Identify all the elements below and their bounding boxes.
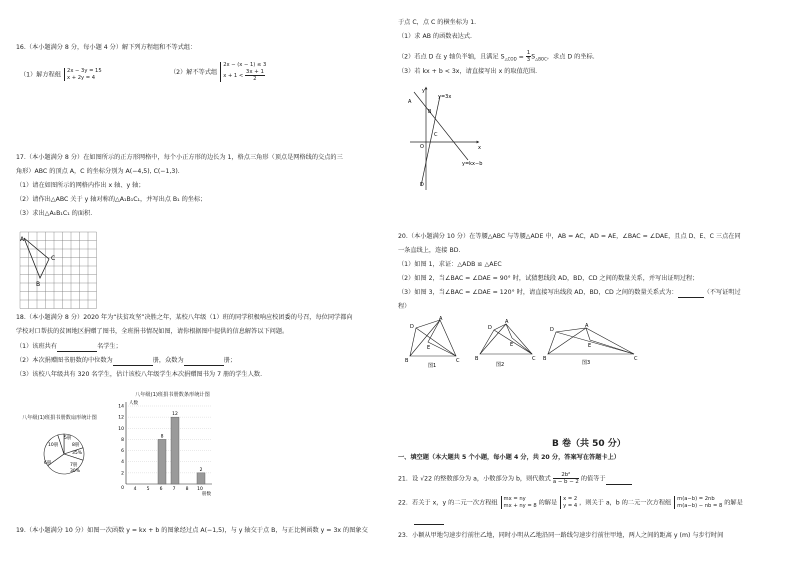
q19-continued: 于点 C，点 C 的横坐标为 1.: [398, 19, 477, 26]
fig2-caption: 图2: [496, 362, 505, 368]
q17-line4: （2）请作出△ABC 关于 y 轴对称的△A₁B₁C₁，并写出点 B₁ 的坐标；: [16, 196, 207, 203]
q17-line2: 角形）ABC 的顶点 A，C 的坐标分别为 A(−4,5), C(−1,3).: [16, 168, 180, 175]
q19-part1: （1）求 AB 的函数表达式.: [398, 33, 473, 40]
fig3-label-b: B: [543, 356, 547, 362]
q16-ineq2-fraction: [245, 69, 265, 82]
q16-ineq2-num: 3x + 1: [245, 68, 264, 75]
q19-function-graph: [406, 86, 506, 196]
q19-part2: [398, 50, 595, 64]
fig1-caption: 图1: [428, 363, 437, 369]
q16-ineq2-den: 2: [253, 75, 257, 82]
x-axis-label: x: [478, 145, 481, 151]
fig3-caption: 图3: [582, 360, 591, 366]
q20-part3: [398, 289, 741, 298]
fig2-label-b: B: [475, 356, 479, 362]
fig3-line-dc: [556, 332, 634, 354]
bar-title: 八年级(1)班捐书册数条形统计图: [135, 392, 210, 398]
bar-y-tick-6: 6: [121, 449, 124, 455]
q19-p2-sub1: △COD: [504, 56, 517, 62]
fig3-label-a: A: [585, 323, 589, 329]
q18-mode-blank[interactable]: [184, 357, 224, 366]
q19-part3: （3）若 kx + b < 3x，请直接写出 x 的取值范围.: [398, 68, 538, 75]
q21-den: a − b − 2: [552, 479, 579, 485]
bar-value-7: 12: [172, 412, 178, 418]
bar-y-label: 人数: [129, 401, 138, 406]
point-b-label: B: [428, 109, 432, 115]
q22-sys1-eq2: mx + ny = 8: [503, 502, 537, 509]
fill-in-header: 一、填空题（本大题共 5 个小题，每小题 4 分，共 20 分，答案写在答题卡上）: [398, 454, 620, 461]
q20-p3-blank[interactable]: [678, 289, 704, 298]
fig1-label-b: B: [405, 358, 409, 364]
fig1-triangle-abc: [410, 320, 456, 356]
q22-sol-x: x = 2: [563, 496, 578, 502]
q16-part1: [20, 68, 102, 81]
pie-chart: [40, 424, 100, 484]
fig3-label-e: E: [588, 343, 592, 349]
point-b-label: B: [36, 281, 41, 288]
q21-fraction: [553, 472, 579, 485]
bar-y-tick-14: 14: [118, 404, 124, 410]
q17-line3: （1）请在如图所示的网格内作出 x 轴、y 轴；: [16, 182, 145, 189]
q22-solution: [560, 496, 577, 509]
bar-x-tick-4: 4: [133, 487, 137, 492]
q18-median-blank[interactable]: [113, 357, 153, 366]
q16-system1: [64, 68, 102, 81]
bar-y-tick-4: 4: [121, 460, 124, 466]
q22-blank[interactable]: [414, 516, 444, 525]
bar-6: [158, 439, 166, 484]
q16-part1-label: （1）解方程组: [20, 71, 62, 79]
q20-figure2: [472, 318, 552, 368]
q19-p2-c: S: [531, 53, 536, 61]
q23: 23．小颖从甲地匀速步行前往乙地，同时小明从乙地沿同一路线匀速步行前往甲地，两人之间的距离 y (m) 与步行时间: [398, 532, 724, 539]
triangle-abc: [24, 238, 49, 278]
bar-10: [197, 473, 205, 484]
q17-line1: 17.（本小题满分 8 分）在如图所示的正方形网格中，每个小正方形的边长为 1，格点三角形（顶点是网格线的交点的三: [16, 154, 343, 161]
q22-answer-line: [414, 516, 444, 525]
q22-solution-text: 的解是: [538, 499, 558, 507]
fig1-lines: [410, 320, 456, 356]
section-b-title: B 卷（共 50 分）: [552, 439, 626, 449]
bar-x-tick-5: 5: [146, 487, 150, 492]
q16-header: 16.（本小题满分 8 分，每小题 4 分）解下列方程组和不等式组：: [16, 44, 197, 51]
q21-tail: 的值等于: [580, 475, 606, 483]
q22-tail: 的解是: [724, 499, 743, 507]
pie-pct-7: 30%: [70, 469, 81, 474]
q22-sol-y: y = 4: [563, 502, 578, 509]
q20-line2: 一条直线上，连接 BD.: [398, 247, 461, 254]
point-a-label: A: [408, 99, 412, 105]
q17-grid-figure: [20, 232, 100, 312]
y-axis-label: y: [422, 88, 425, 94]
q18-line1: 18.（本小题满分 8 分）2020 年为“扶贫攻坚”决胜之年，某校八年级（1）班的同学积极响应校团委的号召，每位同学都向: [16, 314, 353, 321]
q18-q2-text: （2）本次捐赠图书册数的中位数为: [16, 357, 113, 364]
q21-num: 2b²: [553, 472, 579, 479]
fig1-label-e: E: [427, 345, 431, 351]
q19-p2-d: ，求点 D 的坐标.: [546, 53, 595, 61]
q21-text: 21．设 √22 的整数部分为 a，小数部分为 b，则代数式: [398, 475, 551, 483]
q20-line1: 20.（本小题满分 10 分）在等腰△ABC 与等腰△ADE 中，AB = AC，AD = AE，∠BAC = ∠DAE，且点 D、E、C 三点在同: [398, 233, 741, 240]
fig2-label-e: E: [510, 342, 514, 348]
q18-q2-tail: 册；: [223, 357, 237, 364]
q18-line2: 学校对口帮扶的贫困地区捐赠了图书，全班捐书情况如图，请你根据图中提供的信息解答以下问题。: [16, 328, 289, 335]
q16-ineq2: [223, 69, 266, 82]
q18-line3: [16, 343, 122, 352]
pie-pct-8: 35%: [72, 451, 83, 456]
pie-label-5: 5册: [64, 436, 72, 441]
bar-x-label: 册数: [202, 492, 211, 497]
q17-line5: （3）求出△A₁B₁C₁ 的面积.: [16, 210, 93, 217]
q22-then-text: ，则关于 a，b 的二元一次方程组: [579, 499, 672, 507]
bar-y-tick-2: 2: [121, 471, 124, 477]
pie-title: 八年级(1)班捐书册数扇形统计图: [22, 415, 97, 421]
q19-p2-frac-den: 3: [526, 57, 531, 63]
q21-blank[interactable]: [606, 476, 632, 485]
q20-p3-text: （3）如图 3，当∠BAC = ∠DAE = 120° 时，请直接写出线段 AD，BD，CD 之间的数量关系式为：: [398, 289, 678, 296]
bar-y-tick-10: 10: [118, 426, 124, 432]
q19-p2-frac-num: 1: [526, 50, 531, 56]
q22-system2: [674, 496, 722, 509]
line-3x-label: y=3x: [438, 94, 452, 100]
point-c-label: C: [51, 255, 56, 262]
q22-system1: [501, 496, 537, 509]
q22-text: 22．若关于 x，y 的二元一次方程组: [398, 499, 498, 507]
fig2-label-a: A: [505, 319, 509, 325]
q16-eq1: 2x − 3y = 15: [67, 68, 102, 74]
pie-label-10: 10册: [48, 443, 59, 448]
q16-ineq2-left: x + 1 <: [223, 72, 244, 79]
line-kxb-label: y=kx−b: [462, 161, 483, 167]
q16-system2: [220, 62, 266, 82]
q22-sys2-eq2: m(a−b) − nb = 8: [677, 502, 723, 509]
q20-p3-note: （不写证明过: [703, 289, 741, 296]
q22-sys2-eq1: m(a−b) = 2nb: [677, 496, 715, 502]
point-c-label: C: [434, 132, 438, 138]
bar-x-tick-10: 10: [197, 487, 203, 492]
bar-y-tick-12: 12: [118, 415, 124, 421]
q21: [398, 472, 632, 485]
q16-eq2: x + 2y = 4: [67, 74, 96, 81]
bar-x-tick-8: 8: [185, 487, 189, 492]
fig2-label-d: D: [488, 325, 492, 331]
q16-ineq1: 2x − (x − 1) ≤ 3: [223, 62, 267, 68]
bar-x-tick-6: 6: [159, 487, 163, 492]
q20-figure1: [404, 316, 464, 368]
bar-7: [171, 417, 179, 484]
q20-part3-cont: 程）: [398, 303, 411, 310]
q19-p2-sub2: △BOC: [535, 56, 547, 62]
bar-x-tick-7: 7: [172, 487, 176, 492]
fig1-label-a: A: [439, 316, 443, 322]
fig1-label-c: C: [456, 358, 460, 364]
q18-q1-blank[interactable]: [57, 343, 97, 352]
bar-value-6: 8: [160, 434, 164, 440]
fig3-label-d: D: [550, 327, 554, 333]
fig1-label-d: D: [410, 324, 414, 330]
q22: [398, 496, 743, 509]
point-d-label: D: [420, 182, 424, 188]
q22-sys1-eq1: mx = ny: [503, 496, 526, 502]
pie-label-6: 6册: [44, 461, 52, 466]
q19-line1: 19.（本小题满分 10 分）如图一次函数 y = kx + b 的图象经过点 A(−1,5)，与 y 轴交于点 B，与正比例函数 y = 3x 的图象交: [16, 527, 368, 534]
q20-part2: （2）如图 2，当∠BAC = ∠DAE = 90° 时，试猜想线段 AD，BD，CD 之间的数量关系，并写出证明过程；: [398, 275, 699, 282]
q19-p2-a: （2）若点 D 在 y 轴负半轴，且满足 S: [398, 53, 505, 61]
fig2-label-c: C: [532, 356, 536, 362]
q20-figure3: [542, 322, 642, 368]
fig3-label-c: C: [634, 356, 638, 362]
q16-part2-label: （2）解不等式组: [170, 68, 218, 76]
q18-line4: [16, 357, 236, 366]
bar-origin-label: 0: [121, 486, 124, 491]
bar-y-tick-8: 8: [121, 437, 124, 443]
pie-label-8: 8册: [72, 443, 80, 448]
q20-part1: （1）如图 1，求证：△ADB ≌ △AEC: [398, 261, 502, 268]
bar-value-10: 2: [199, 467, 203, 473]
origin-label: O: [420, 144, 424, 150]
point-a-label: A: [20, 236, 25, 243]
q16-part2: [170, 62, 266, 82]
grid-lines: [20, 232, 97, 309]
q18-line5: （3）该校八年级共有 320 名学生，估计该校八年级学生本次捐赠图书为 7 册的学生人数.: [16, 371, 263, 378]
q19-p2-eq: =: [516, 53, 526, 61]
q18-q1-text: （1）该班共有: [16, 343, 58, 350]
q18-q1-tail: 名学生；: [97, 343, 122, 350]
pie-label-7: 7册: [70, 463, 78, 468]
q18-q2-mid: 册，众数为: [152, 357, 184, 364]
bar-chart: [112, 398, 222, 497]
